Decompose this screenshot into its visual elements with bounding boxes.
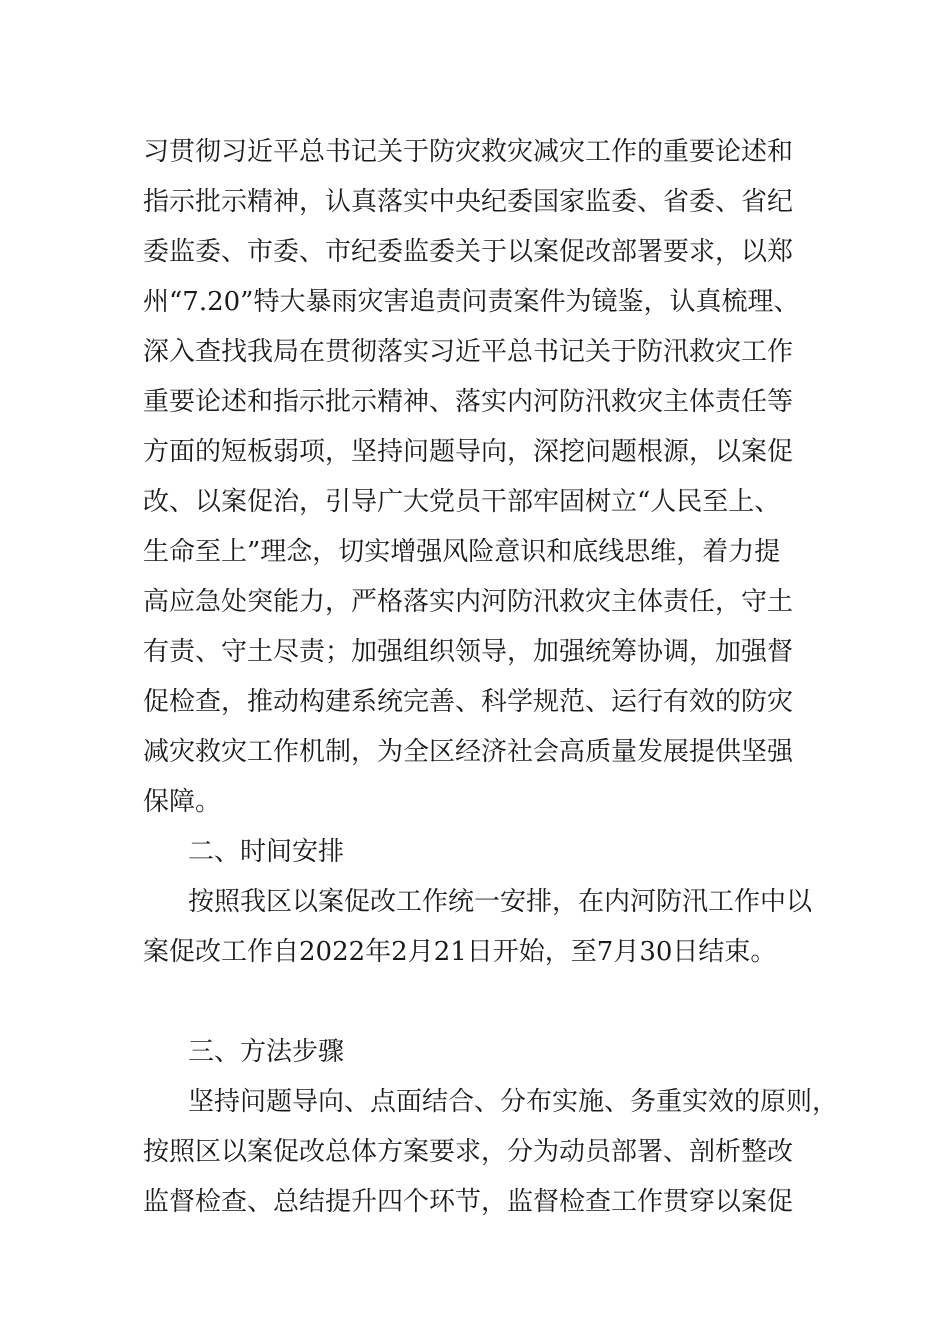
body-text-line: 州“7.20”特大暴雨灾害追责问责案件为镜鉴，认真梳理、 — [143, 287, 800, 317]
body-text-line: 坚持问题导向、点面结合、分布实施、务重实效的原则， — [188, 1087, 839, 1117]
body-text-line: 保障。 — [143, 787, 222, 817]
body-text-line: 案促改工作自2022年2月21日开始，至7月30日结束。 — [143, 937, 777, 967]
body-text-line: 生命至上”理念，切实增强风险意识和底线思维，着力提 — [143, 537, 781, 567]
section-heading-time: 二、时间安排 — [188, 837, 345, 867]
body-text-line: 有责、守土尽责；加强组织领导，加强统筹协调，加强督 — [143, 637, 794, 667]
body-text-line: 委监委、市委、市纪委监委关于以案促改部署要求，以郑 — [143, 237, 794, 267]
body-text-line: 高应急处突能力，严格落实内河防汛救灾主体责任，守土 — [143, 587, 794, 617]
body-text-line: 减灾救灾工作机制，为全区经济社会高质量发展提供坚强 — [143, 737, 794, 767]
body-text-line: 重要论述和指示批示精神、落实内河防汛救灾主体责任等 — [143, 387, 794, 417]
section-heading-method: 三、方法步骤 — [188, 1037, 345, 1067]
body-text-line: 按照我区以案促改工作统一安排，在内河防汛工作中以 — [188, 887, 813, 917]
body-text-line: 监督检查、总结提升四个环节，监督检查工作贯穿以案促 — [143, 1187, 794, 1217]
body-text-line: 指示批示精神，认真落实中央纪委国家监委、省委、省纪 — [143, 187, 794, 217]
body-text-line: 促检查，推动构建系统完善、科学规范、运行有效的防灾 — [143, 687, 794, 717]
body-text-line: 深入查找我局在贯彻落实习近平总书记关于防汛救灾工作 — [143, 337, 794, 367]
body-text-line: 方面的短板弱项，坚持问题导向，深挖问题根源，以案促 — [143, 437, 794, 467]
body-text-line: 习贯彻习近平总书记关于防灾救灾减灾工作的重要论述和 — [143, 137, 794, 167]
body-text-line: 改、以案促治，引导广大党员干部牢固树立“人民至上、 — [143, 487, 781, 517]
body-text-line: 按照区以案促改总体方案要求，分为动员部署、剖析整改 — [143, 1137, 794, 1167]
